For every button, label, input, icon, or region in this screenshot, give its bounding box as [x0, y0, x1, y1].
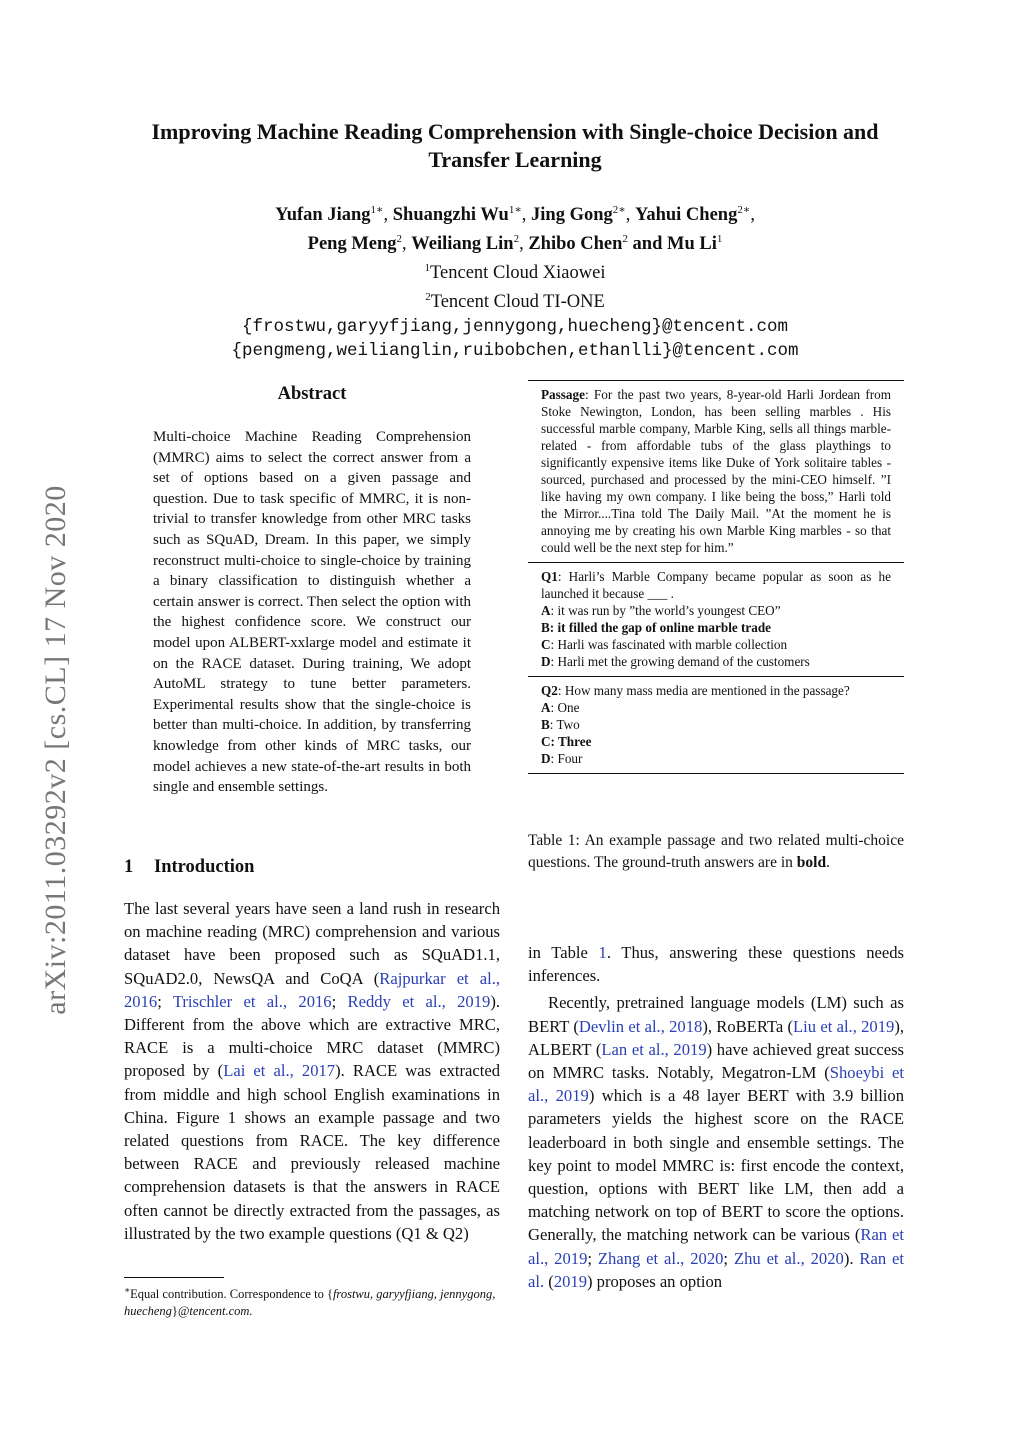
citation-link[interactable]: Ran et al., 2019 [528, 1225, 904, 1268]
text-run: } [171, 1304, 178, 1319]
affiliation-sup: 1 [424, 262, 431, 275]
table-passage-cell [528, 381, 904, 562]
citation-link[interactable]: Zhu et al., 2020 [733, 1248, 844, 1268]
option-row-correct [541, 619, 891, 636]
footnote-rule [124, 1277, 224, 1278]
footnote [124, 1282, 500, 1320]
intro-paragraph-2 [528, 991, 904, 1293]
footnote-emails: frostwu, garyyfjiang, jennygong, huecheng [124, 1287, 496, 1319]
author-line-1: Yufan Jiang$^{1∗}$, Shuangzhi $Wu^{1∗}$, Jing Gong$^{2∗}$, Yahui Cheng$^{2∗}$, [275, 204, 755, 226]
author-sup: 2 [513, 233, 520, 246]
caption-bold: bold [796, 853, 827, 871]
option-text: : Harli met the growing demand of the customers [550, 654, 810, 669]
affiliation-text: Tencent Cloud TI-ONE [430, 292, 605, 313]
option-text: : Harli was fascinated with marble collection [550, 637, 788, 652]
citation-link[interactable]: Lai et al., 2017 [223, 1061, 336, 1081]
option-label: B [541, 717, 550, 732]
citation-link[interactable]: Ran et al. [528, 1248, 904, 1291]
author-sup: 2∗ [737, 204, 751, 216]
section-heading [124, 857, 254, 878]
option-label: D [541, 751, 551, 766]
citation-link[interactable]: Devlin et al., 2018 [578, 1016, 703, 1036]
q1-question [541, 568, 891, 602]
text-run: ; [331, 991, 348, 1011]
email-line-1: {frostwu,garyyfjiang,jennygong,huecheng}@tencent.com [241, 316, 789, 337]
text-run: ). Different from the above which are extractive MRC, RACE is a multi-choice MRC dataset (MMRC) proposed by ( [124, 991, 500, 1081]
author-name: Yahui Cheng [635, 205, 738, 226]
affiliation-2 [110, 285, 920, 314]
table-rule-bottom [528, 773, 904, 774]
citation-link[interactable]: Liu et al., 2019 [793, 1016, 895, 1036]
intro-paragraph-1 [124, 897, 500, 1245]
author-line-2: Peng Meng$^2$, Weiliang Lin$^2$, Zhibo Chen$^2$ and Mu Li$^1$ [307, 233, 723, 255]
citation-link[interactable]: Shoeybi et al., 2019 [528, 1063, 904, 1106]
option-text: : One [550, 700, 580, 715]
author-sup: 1∗ [508, 204, 522, 216]
author-sup: 1 [716, 233, 723, 246]
section-number: 1 [124, 857, 134, 877]
passage-label: Passage [541, 387, 585, 402]
abstract-text: Multi-choice Machine Reading Comprehension (MMRC) aims to select the correct answer from a set of options based on a given passage and question. Due to task specific of MMRC, it is non-trivial to transfer knowledge from other MRC tasks such as SQuAD, Dream. In this paper, we simply reconstruct multi-choice to single-choice by training a binary classification to distinguish whether a certain answer is correct. Then select the option with the highest confidence score. We construct our model upon ALBERT-xxlarge model and estimate it on the RACE dataset. During training, We adopt AutoML strategy to tune better parameters. Experimental results show that the single-choice is better than multi-choice. In addition, by transferring knowledge from other kinds of MRC tasks, our model achieves a new state-of-the-art results in both single and ensemble settings. [153, 429, 471, 796]
email-line-2: {pengmeng,weilianglin,ruibobchen,ethanlli}@tencent.com [231, 340, 799, 361]
text-run: The last several years have seen a land rush in research on machine reading (MRC) comprehension and various dataset have been proposed such as SQuAD1.1, SQuAD2.0, NewsQA and CoQA ( [124, 899, 500, 988]
example-table [528, 380, 904, 774]
text-run: ). RACE was extracted from middle and high school English examinations in China. Figure 1 shows an example passage and two related questions from RACE. The key difference between RACE and previously released machine comprehension datasets is that the answers in RACE often cannot be directly extracted from the passages, as illustrated by the two example questions (Q1 & Q2) [124, 1061, 501, 1243]
option-row [541, 716, 891, 733]
option-label: B [541, 620, 550, 635]
author-name: Mu Li [667, 234, 717, 255]
text-run: . Thus, answering these questions needs inferences. [528, 943, 904, 986]
option-label: C [541, 734, 551, 749]
text-run: Table 1: An example passage and two related multi-choice questions. The ground-truth answers are in [528, 832, 904, 871]
citation-link[interactable]: 2019 [553, 1271, 587, 1291]
author-name: Zhibo Chen [528, 234, 623, 255]
option-text: : Two [549, 717, 580, 732]
text-run: ; [723, 1248, 734, 1268]
option-text: : it was run by ”the world’s youngest CEO” [550, 603, 781, 618]
citation-link[interactable]: Trischler et al., 2016 [172, 991, 332, 1011]
option-text: : it filled the gap of online marble trade [549, 620, 772, 635]
option-label: D [541, 654, 551, 669]
table-ref-link[interactable]: 1 [598, 943, 607, 962]
arxiv-id: arXiv:2011.03292v2 [cs.CL] 17 Nov 2020 [39, 485, 72, 1015]
citation-link[interactable]: Zhang et al., 2020 [597, 1248, 724, 1268]
arxiv-stamp [26, 440, 86, 1060]
author-sup: 2∗ [612, 204, 626, 216]
question-label: Q1 [541, 569, 558, 584]
citation-link[interactable]: Lan et al., 2019 [601, 1039, 707, 1059]
author-name: Jing Gong [531, 205, 613, 226]
text-run: Equal contribution. Correspondence to { [130, 1287, 333, 1302]
text-run: ; [587, 1248, 598, 1268]
author-name: Peng Meng [307, 234, 397, 255]
option-label: A [541, 700, 551, 715]
text-run: ) proposes an option [587, 1271, 723, 1291]
abstract-heading: Abstract [277, 384, 347, 404]
option-text: : Three [550, 734, 592, 749]
author-and: and [632, 234, 663, 255]
option-row [541, 653, 891, 670]
affiliation-sup: 2 [425, 291, 431, 304]
table-q1-cell [528, 563, 904, 676]
text-run: ; [157, 991, 173, 1011]
citation-link[interactable]: Rajpurkar et al., 2016 [124, 968, 500, 1011]
option-label: A [541, 603, 551, 618]
question-text: : Harli’s Marble Company became popular as soon as he launched it because ___ . [541, 569, 891, 601]
table-caption [528, 830, 904, 873]
option-row [541, 699, 891, 716]
text-run: ), RoBERTa ( [702, 1016, 794, 1036]
author-sup: 1∗ [370, 204, 384, 216]
author-name: Shuangzhi Wu [392, 205, 509, 226]
option-row [541, 636, 891, 653]
footnote-mark: ∗ [124, 1285, 131, 1295]
text-run: in Table [528, 943, 599, 962]
section-title: Introduction [154, 857, 255, 877]
question-label: Q2 [541, 683, 558, 698]
affiliation-text: Tencent Cloud Xiaowei [430, 263, 606, 284]
paper-title: Improving Machine Reading Comprehension with Single-choice Decision and Transfer Learning [151, 119, 879, 172]
option-row [541, 750, 891, 767]
intro-paragraph-1-cont [528, 941, 904, 987]
text-run: ( [544, 1271, 554, 1291]
author-sup: 2 [396, 233, 403, 246]
affiliation-1 [110, 256, 920, 285]
option-text: : Four [550, 751, 583, 766]
passage-text: : For the past two years, 8-year-old Harli Jordean from Stoke Newington, London, has been selling marbles . His successful marble company, Marble King, sells all things marble-related - from affordable tubs of the glass playthings to significantly expensive items like Duke of York solitaire tables - sourced, purchased and processed by the mini-CEO himself. ”I like having my own company. I like being the boss,” Harli told the Mirror....Tina told The Daily Mail. ”At the moment he is annoying me by creating his own Marble King marbles - so that could well be the next step for him.” [541, 387, 891, 555]
option-row-correct [541, 733, 891, 750]
intro-right-column [528, 941, 904, 1293]
q2-question [541, 682, 891, 699]
text-run: ). [843, 1248, 860, 1268]
text-run: ), ALBERT ( [528, 1016, 904, 1059]
question-text: : How many mass media are mentioned in the passage? [557, 683, 850, 698]
option-row [541, 602, 891, 619]
text-run: ) have achieved great success on MMRC tasks. Notably, Megatron-LM ( [528, 1039, 904, 1083]
author-name: Yufan Jiang [275, 205, 371, 226]
citation-link[interactable]: Reddy et al., 2019 [347, 991, 491, 1011]
author-block [110, 198, 920, 363]
author-sup: 2 [622, 233, 628, 246]
option-label: C [541, 637, 551, 652]
text-run: Recently, pretrained language models (LM) such as BERT ( [528, 993, 904, 1036]
author-name: Weiliang Lin [411, 234, 514, 255]
text-run: ) which is a 48 layer BERT with 3.9 billion parameters yields the highest score on the RACE leaderboard in both single and ensemble settings. The key point to model MMRC is: first encode the context, question, options with BERT like LM, then add a matching network on top of BERT to score the options. Generally, the matching network can be various ( [528, 1086, 905, 1245]
table-q2-cell [528, 677, 904, 773]
footnote-domain: @tencent.com. [177, 1304, 253, 1319]
text-run: . [826, 853, 830, 871]
